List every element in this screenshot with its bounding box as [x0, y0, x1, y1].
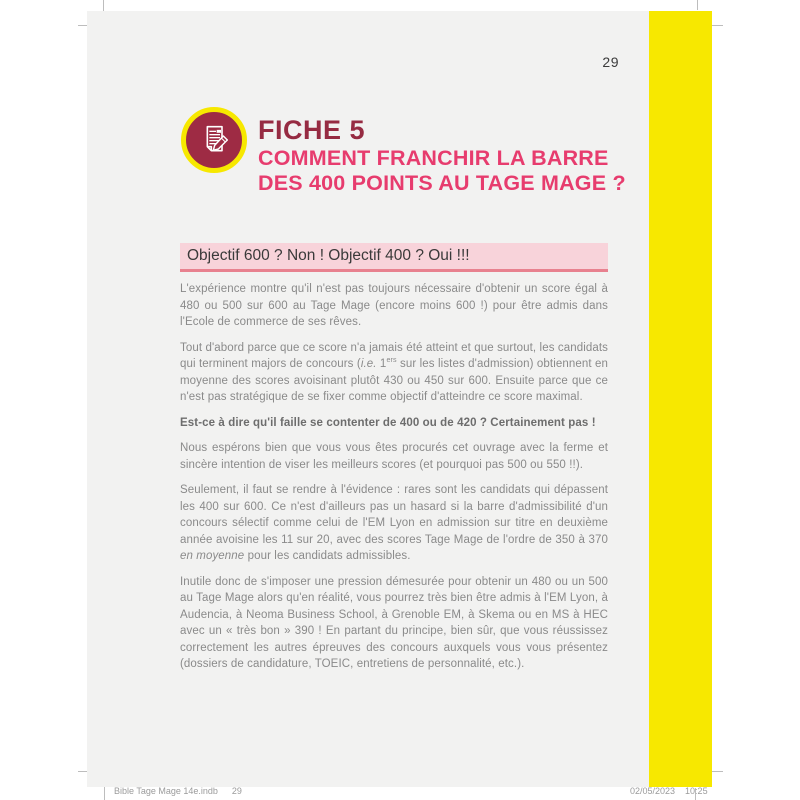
fiche-title-line2: DES 400 POINTS AU TAGE MAGE ? — [258, 170, 626, 195]
crop-mark-bottom-right-horizontal — [712, 771, 723, 772]
body-text-column — [180, 281, 608, 682]
fiche-title-line1: COMMENT FRANCHIR LA BARRE — [258, 146, 609, 170]
fiche-badge — [181, 107, 247, 173]
fiche-number-title: FICHE 5 — [258, 115, 366, 145]
crop-mark-top-right-horizontal — [712, 25, 723, 26]
slug-time: 10:25 — [685, 786, 708, 796]
section-banner: Objectif 600 ? Non ! Objectif 400 ? Oui !!! — [180, 243, 608, 272]
paragraph-emphasis: Est-ce à dire qu'il faille se contenter de 400 ou de 420 ? Certainement pas ! — [180, 416, 596, 429]
slug-page-number: 29 — [231, 786, 242, 796]
slug-filename: Bible Tage Mage 14e.indb — [114, 786, 218, 796]
fiche-header — [258, 114, 698, 195]
crop-mark-top-right-vertical — [697, 0, 698, 10]
document-pencil-icon — [194, 120, 234, 160]
paragraph: L'expérience montre qu'il n'est pas toujours nécessaire d'obtenir un score égal à 480 ou 500 sur 600 au Tage Mage (encore moins 600 !) pour être admis dans l'Ecole de commerce de ses rêves. — [180, 283, 608, 328]
slug-datetime-line — [630, 786, 708, 796]
slug-filename-line — [114, 786, 242, 796]
paragraph: Nous espérons bien que vous vous êtes procurés cet ouvrage avec la ferme et sincère intention de viser les meilleurs scores (et pourquoi pas 500 ou 550 !!). — [180, 442, 608, 471]
paragraph: Inutile donc de s'imposer une pression démesurée pour obtenir un 480 ou un 500 au Tage Mage alors qu'en réalité, vous pourrez très bien être admis à l'EM Lyon, à Audencia, à Neoma Business School, à Grenoble EM, à Skema ou en MS à HEC avec un « très bon » 390 ! En partant du principe, bien sûr, que vous réussissez correctement les autres épreuves des concours auxquels vous vous présentez (dossiers de candidature, TOEIC, entretiens de personnalité, etc.). — [180, 575, 608, 670]
slug-date: 02/05/2023 — [630, 786, 676, 796]
paragraph: Seulement, il faut se rendre à l'évidence : rares sont les candidats qui dépassent les 400 sur 600. Ce n'est d'ailleurs pas un hasard si la barre d'admissibilité d'un concours sélectif comme celui de l'EM Lyon en admission sur titre en deuxième année avoisine les 11 sur 20, avec des scores Tage Mage de l'ordre de 350 à 370 en moyenne pour les candidats admissibles. — [180, 484, 608, 562]
page-sheet — [87, 11, 712, 787]
paragraph: Tout d'abord parce que ce score n'a jamais été atteint et que surtout, les candidats qui terminent majors de concours (i.e. 1ers sur les listes d'admission) obtiennent en moyenne des scores avoisinant plutôt 430 ou 450 sur 600. Ensuite parce que ce n'est pas stratégique de se fixer comme objectif d'atteindre ce score maximal. — [180, 341, 609, 403]
page-number: 29 — [602, 54, 619, 70]
